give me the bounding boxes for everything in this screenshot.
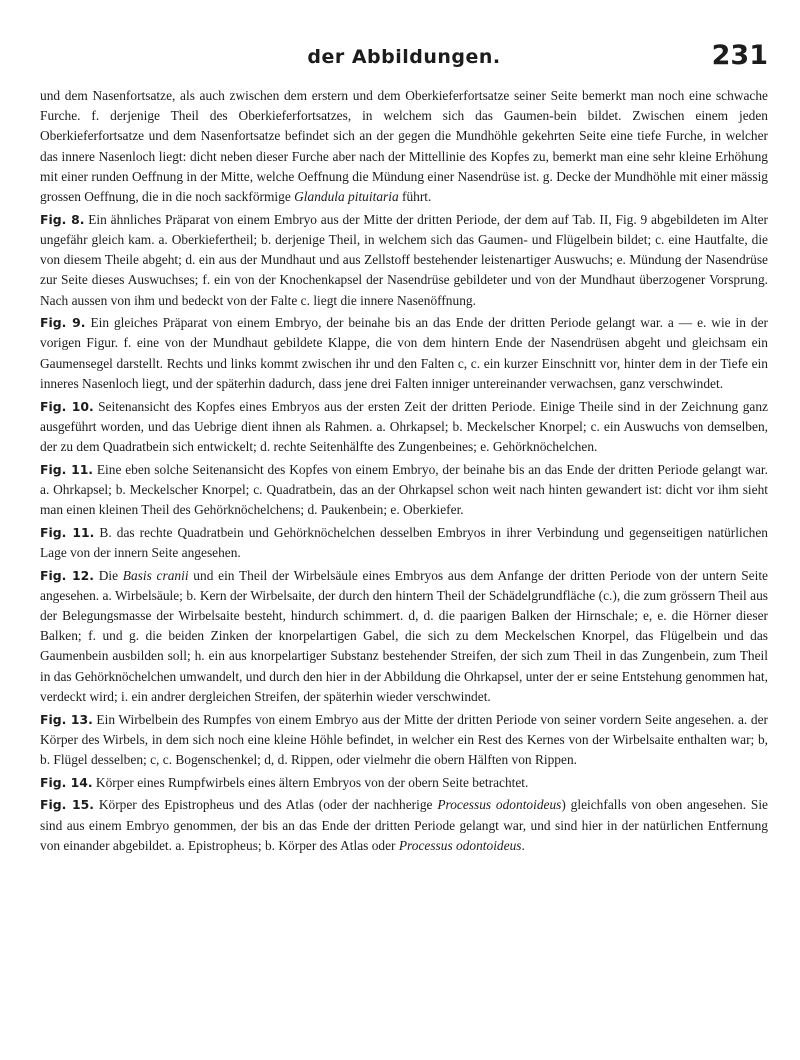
page-number: 231 (711, 40, 768, 71)
page-header (40, 40, 768, 80)
figure-label: Fig. 8. (40, 211, 85, 227)
text-run: Die (98, 567, 123, 583)
text-run: Körper eines Rumpfwirbels eines ältern Embryos von der obern Seite betrachtet. (95, 774, 529, 790)
body-text (40, 86, 768, 859)
figure-label: Fig. 15. (40, 797, 95, 813)
text-run: Ein ähnliches Präparat von einem Embryo aus der Mitte der dritten Periode, der dem auf Tab. II, Fig. 9 abgebildeten im Alter ungefähr gleich kam. a. Oberkiefertheil; b. derjenige Theil, in welchem sich das Gaumen- und Flügelbein bildet; c. eine Hautfalte, die von diesem Theile abgeht; d. ein aus der Mundhaut und aus Zellstoff bestehender leistenartiger Auswuchs; e. Mündung der Nasendrüse zur Seite dieses Auswuchses; f. ein von der Knochenkapsel der Nasendrüse gebildeter und von der Mundhaut überzogener Vorsprung. Nach aussen von ihm und bedeckt von der Falte c. liegt die innere Nasenöffnung. (40, 211, 768, 308)
text-run: Körper des Epistropheus und des Atlas (oder der nachherige (98, 797, 438, 813)
text-run: Ein gleiches Präparat von einem Embryo, der beinahe bis an das Ende der dritten Periode gelangt war. a — e. wie in der vorigen Figur. f. eine von der Mundhaut gebildete Klappe, die von dem hintern Ende der Nasendrüsen abgeht und gleichsam ein Gaumensegel darstellt. Rechts und links kommt zwischen ihr und den Falten c, c. ein kurzer Einschnitt vor, hinter dem in der Tiefe ein inneres Nasenloch liegt, und der späterhin dadurch, dass jene drei Falten inniger untereinander verwachsen, ganz verschwindet. (40, 315, 768, 391)
figure-caption (40, 773, 768, 793)
running-head: der Abbildungen. (307, 46, 501, 68)
italic-term: Processus odontoideus (398, 837, 522, 853)
figure-label: Fig. 11. (40, 461, 94, 477)
text-run: Seitenansicht des Kopfes eines Embryos aus der ersten Zeit der dritten Periode. Einige Theile sind in der Zeichnung ganz ausgeführt worden, und das Uebrige dient ihnen als Rahmen. a. Ohrkapsel; b. Meckelscher Knorpel; c. ein Auswuchs von demselben, der zu dem Quadratbein sich entwickelt; d. rechte Seitenhälfte des Zungenbeines; e. Gehörknöchelchen. (40, 398, 768, 454)
figure-caption (40, 460, 768, 521)
italic-term: Glandula pituitaria (294, 189, 399, 205)
text-run: und dem Nasenfortsatze, als auch zwischen dem erstern und dem Oberkieferfortsatze seiner Seite bemerkt man noch eine schwache Furche. f. derjenige Theil des Oberkieferfortsatzes, in welchem sich das Gaumen-bein bildet. Zwischen einem jeden Oberkieferfortsatze und dem Nasenfortsatze befindet sich an der gegen die Mundhöhle gekehrten Seite eine tiefe Furche, in welcher das innere Nasenloch liegt: dicht neben dieser Furche aber nach der Mittellinie des Kopfes zu, bemerkt man eine sehr kleine Erhöhung mit einer runden Oeffnung in der Mitte, welche Oeffnung die Mündung einer Nasendrüse ist. g. Decke der Mundhöhle mit einer mässig grossen Oeffnung, die in die noch sackförmige (40, 88, 768, 205)
figure-caption (40, 795, 768, 856)
text-run: und ein Theil der Wirbelsäule eines Embryos aus dem Anfange der dritten Periode von der untern Seite angesehen. a. Wirbelsäule; b. Kern der Wirbelsaite, der durch den hintern Theil der Schädelgrundfläche (c.), die zum grössern Theil aus der Belegungsmasse der Wirbelsaite besteht, hindurch schimmert. d, d. die paarigen Balken der Hirnschale; e, e. die Hörner dieser Balken; f. und g. die beiden Zinken der knorpelartigen Gabel, die sich zu dem Meckelschen Knorpel, das Flügelbein und das Gaumenbein ausbilden soll; h. ein aus knorpelartiger Substanz bestehender Streifen, der sich zum Theil in das Zungenbein, zum Theil in das Gehörknöchelchen umwandelt, und durch den hier in der Abbildung die Ohrkapsel, unter der er seine Entstehung genommen hat, verdeckt wird; i. ein andrer dergleichen Streifen, der späterhin wieder verschwindet. (40, 567, 768, 704)
figure-label: Fig. 13. (40, 711, 93, 727)
text-run: . (521, 837, 525, 853)
figure-caption (40, 566, 768, 707)
figure-label: Fig. 14. (40, 774, 93, 790)
text-run: B. das rechte Quadratbein und Gehörknöchelchen desselben Embryos in ihrer Verbindung und gegenseitigen natürlichen Lage von der innern Seite angesehen. (40, 524, 768, 560)
figure-caption (40, 523, 768, 563)
text-run: ) gleichfalls von oben angesehen. Sie sind aus einem Embryo genommen, der bis an das Ende der dritten Periode gelangt war, und sind hier in der natürlichen Entfernung von einander abgebildet. a. Epistropheus; b. Körper des Atlas oder (40, 797, 768, 853)
figure-label: Fig. 9. (40, 315, 86, 331)
text-run: Eine eben solche Seitenansicht des Kopfes von einem Embryo, der beinahe bis an das Ende der dritten Periode gelangt war. a. Ohrkapsel; b. Meckelscher Knorpel; c. Quadratbein, das an der Ohrkapsel schon weit nach hinten gewandert ist: dicht vor ihm sieht man einen kleinen Theil des Gehörknöchelchens; d. Paukenbein; e. Oberkiefer. (40, 461, 768, 518)
text-run: Ein Wirbelbein des Rumpfes von einem Embryo aus der Mitte der dritten Periode von seiner vordern Seite angesehen. a. der Körper des Wirbels, in dem sich noch eine kleine Höhle befindet, in welcher ein Rest des Kernes von der Wirbelsaite enthalten war; b, b. Flügel desselben; c, c. Bogenschenkel; d, d. Rippen, oder vielmehr die obern Hälften von Rippen. (40, 711, 768, 767)
figure-caption (40, 210, 768, 311)
figure-label: Fig. 10. (40, 398, 94, 414)
figure-caption (40, 313, 768, 394)
figure-label: Fig. 12. (40, 567, 94, 583)
figure-caption (40, 397, 768, 458)
paragraph (40, 86, 768, 207)
figure-label: Fig. 11. (40, 524, 95, 540)
italic-term: Basis cranii (122, 567, 189, 583)
text-run: führt. (398, 189, 432, 205)
figure-caption (40, 710, 768, 771)
italic-term: Processus odontoideus (437, 797, 562, 813)
